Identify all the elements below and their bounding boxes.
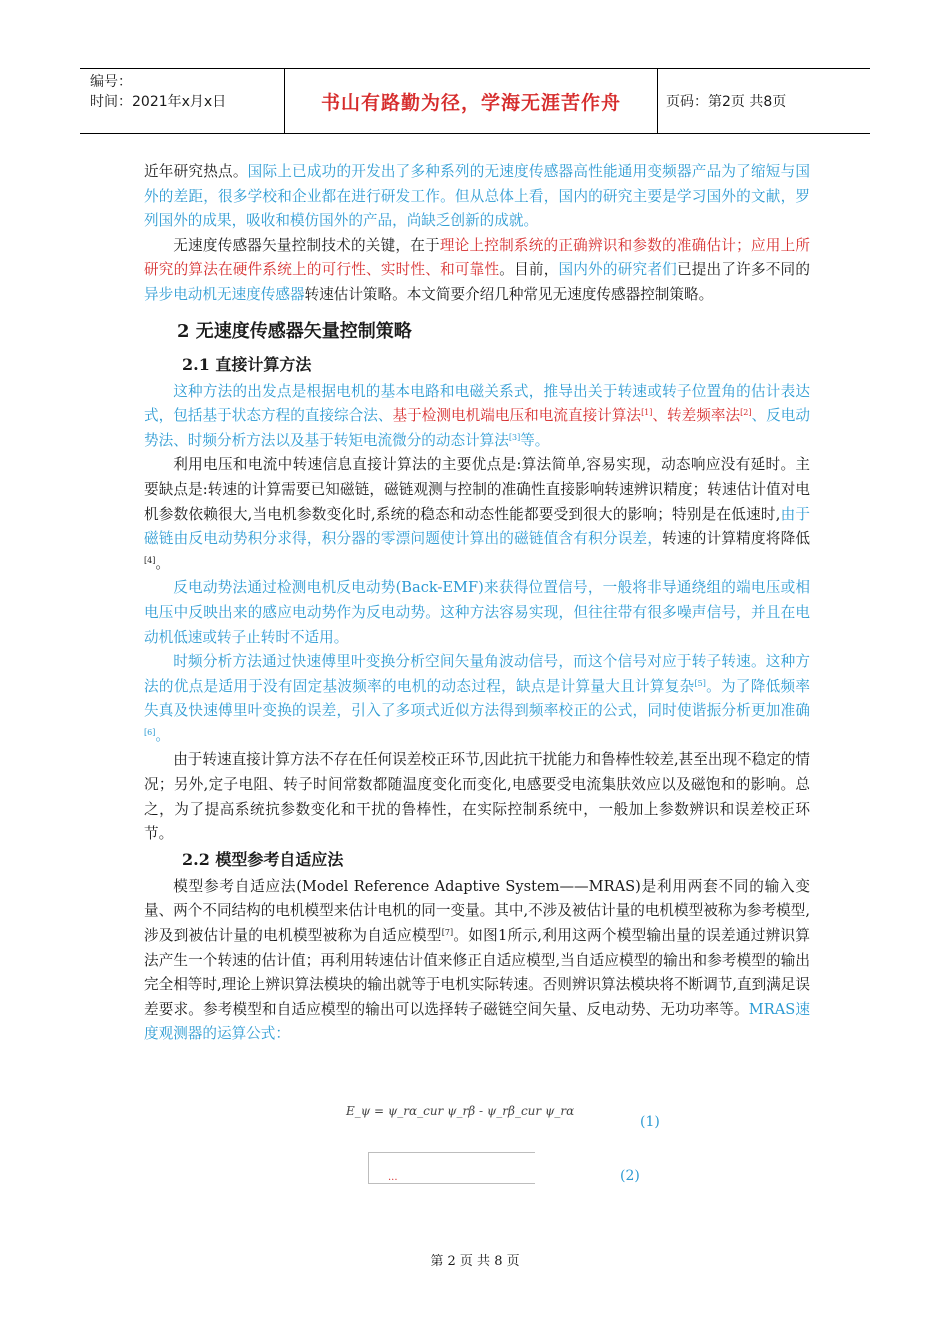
header-motto: 书山有路勤为径，学海无涯苦作舟 [285,69,658,133]
page-footer: 第 2 页 共 8 页 [430,1254,520,1269]
section-2-heading: 2 无速度传感器矢量控制策略 [177,320,412,342]
para2-text-f: 异步电动机无速度传感器 [144,285,305,303]
para3-text-a: 这种方法的出发点是根据电机的基本电路和电磁关系式，推导出关于转速或转子位置角的估计表达式，包括基于状态方程的直接综合法、 [144,382,810,425]
paragraph-1 [144,160,810,234]
citation-7: [7] [441,928,454,938]
paragraph-3 [144,380,810,454]
para2-text-a: 无速度传感器矢量控制技术的关键，在于 [173,236,440,254]
equation-2-placeholder: ... [388,1172,398,1183]
paragraph-7: 由于转速直接计算方法不存在任何误差校正环节,因此抗干扰能力和鲁棒性较差,甚至出现不稳定的情况；另外,定子电阻、转子时间常数都随温度变化而变化,电感要受电流集肤效应以及磁饱和的影响。总之，为了提高系统抗参数变化和干扰的鲁棒性，在实际控制系统中，一般加上参数辨识和误差校正环节。 [144,751,811,843]
para2-text-b: 理论上控制系统的正确辨识和参数的准确估计；应用上所研究的算法在硬件系统上的可行性、实时性、和可靠性 [144,236,810,279]
equation-1-number: (1) [640,1114,660,1130]
para3-text-c: 、转差频率法 [652,407,741,425]
paragraph-8 [144,875,810,1047]
header-number-label: 编号： [90,74,132,90]
para4-text-b: 由于磁链由反电动势积分求得，积分器的零漂问题使计算出的磁链值含有积分误差， [144,505,810,548]
equation-2-number: (2) [620,1168,640,1184]
citation-1: [1] [641,408,653,418]
citation-3: [3] [508,432,521,442]
para4-text-c: 转速的计算精度将降低 [662,530,810,548]
para2-text-d: 国内外的研究者们 [558,261,677,279]
paragraph-5: 反电动势法通过检测电机反电动势(Back-EMF)来获得位置信号，一般将非导通绕组的端电压或相电压中反映出来的感应电动势作为反电动势。这种方法容易实现，但往往带有很多噪声信号，并且在电动机低速或转子止转时不适用。 [144,579,810,646]
para3-text-d: 、反电动势法、时频分析方法以及基于转矩电流微分的动态计算法 [144,407,810,449]
para2-text-g: 转速估计策略。本文简要介绍几种常见无速度传感器控制策略。 [304,285,714,303]
document-body [144,160,810,1047]
para1-text-b: 国际上已成功的开发出了多种系列的无速度传感器高性能通用变频器产品为了缩短与国外的差距，很多学校和企业都在进行研发工作。但从总体上看，国内的研究主要是学习国外的文献，罗列国外的成果，吸收和模仿国外的产品，尚缺乏创新的成就。 [144,163,810,230]
para3-text-e: 等。 [520,431,550,449]
para4-text-d: 。 [155,554,170,572]
para6-text-a: 时频分析方法通过快速傅里叶变换分析空间矢量角波动信号，而这个信号对应于转子转速。这种方法的优点是适用于没有固定基波频率的电机的动态过程，缺点是计算量大且计算复杂 [144,653,810,695]
paragraph-2 [144,234,810,308]
para3-text-b: 基于检测电机端电压和电流直接计算法 [392,407,642,425]
header-page-label: 页码：第2页 共8页 [666,94,787,110]
para8-text-c: MRAS速度观测器的运算公式： [144,1000,810,1043]
para2-text-c: 。目前， [499,261,559,279]
citation-5: [5] [694,678,706,688]
citation-2: [2] [740,408,752,418]
citation-4: [4] [144,555,156,565]
equation-1: E_ψ = ψ_rα_cur ψ_rβ - ψ_rβ_cur ψ_rα [346,1104,575,1118]
para8-text-b: 。如图1所示,利用这两个模型输出量的误差通过辨识算法产生一个转速的估计值；再利用转速估计值来修正自适应模型,当自适应模型的输出和参考模型的输出完全相等时,理论上辨识算法模块的输出就等于电机实际转速。否则辨识算法模块将不断调节,直到满足误差要求。参考模型和自适应模型的输出可以选择转子磁链空间矢量、反电动势、无功功率等。 [144,927,811,1018]
header-time-label: 时间：2021年x月x日 [90,94,227,110]
paragraph-6 [144,650,810,748]
para8-text-a: 模型参考自适应法(Model Reference Adaptive System——MRAS)是利用两套不同的输入变量、两个不同结构的电机模型来估计电机的同一变量。其中,不涉及被估计量的电机模型被称为参考模型,涉及到被估计量的电机模型被称为自适应模型 [144,877,811,945]
page-header [80,68,870,134]
header-meta [80,69,285,133]
para2-text-e: 已提出了许多不同的 [676,261,810,279]
paragraph-4 [144,453,810,576]
para1-text-a: 近年研究热点。 [144,163,248,180]
para6-text-b: 。为了降低频率失真及快速傅里叶变换的误差，引入了多项式近似方法得到频率校正的公式，同时使谐振分析更加准确 [144,677,810,720]
section-2-1-heading: 2.1 直接计算方法 [182,354,312,374]
para4-text-a: 利用电压和电流中转速信息直接计算法的主要优点是:算法简单,容易实现，动态响应没有延时。主要缺点是:转速的计算需要已知磁链，磁链观测与控制的准确性直接影响转速辨识精度；转速估计值对电机参数依赖很大,当电机参数变化时,系统的稳态和动态性能都要受到很大的影响；特别是在低速时, [144,456,810,523]
citation-6: [6] [144,727,156,737]
section-2-2-heading: 2.2 模型参考自适应法 [182,849,344,869]
para6-text-c: 。 [155,726,170,744]
